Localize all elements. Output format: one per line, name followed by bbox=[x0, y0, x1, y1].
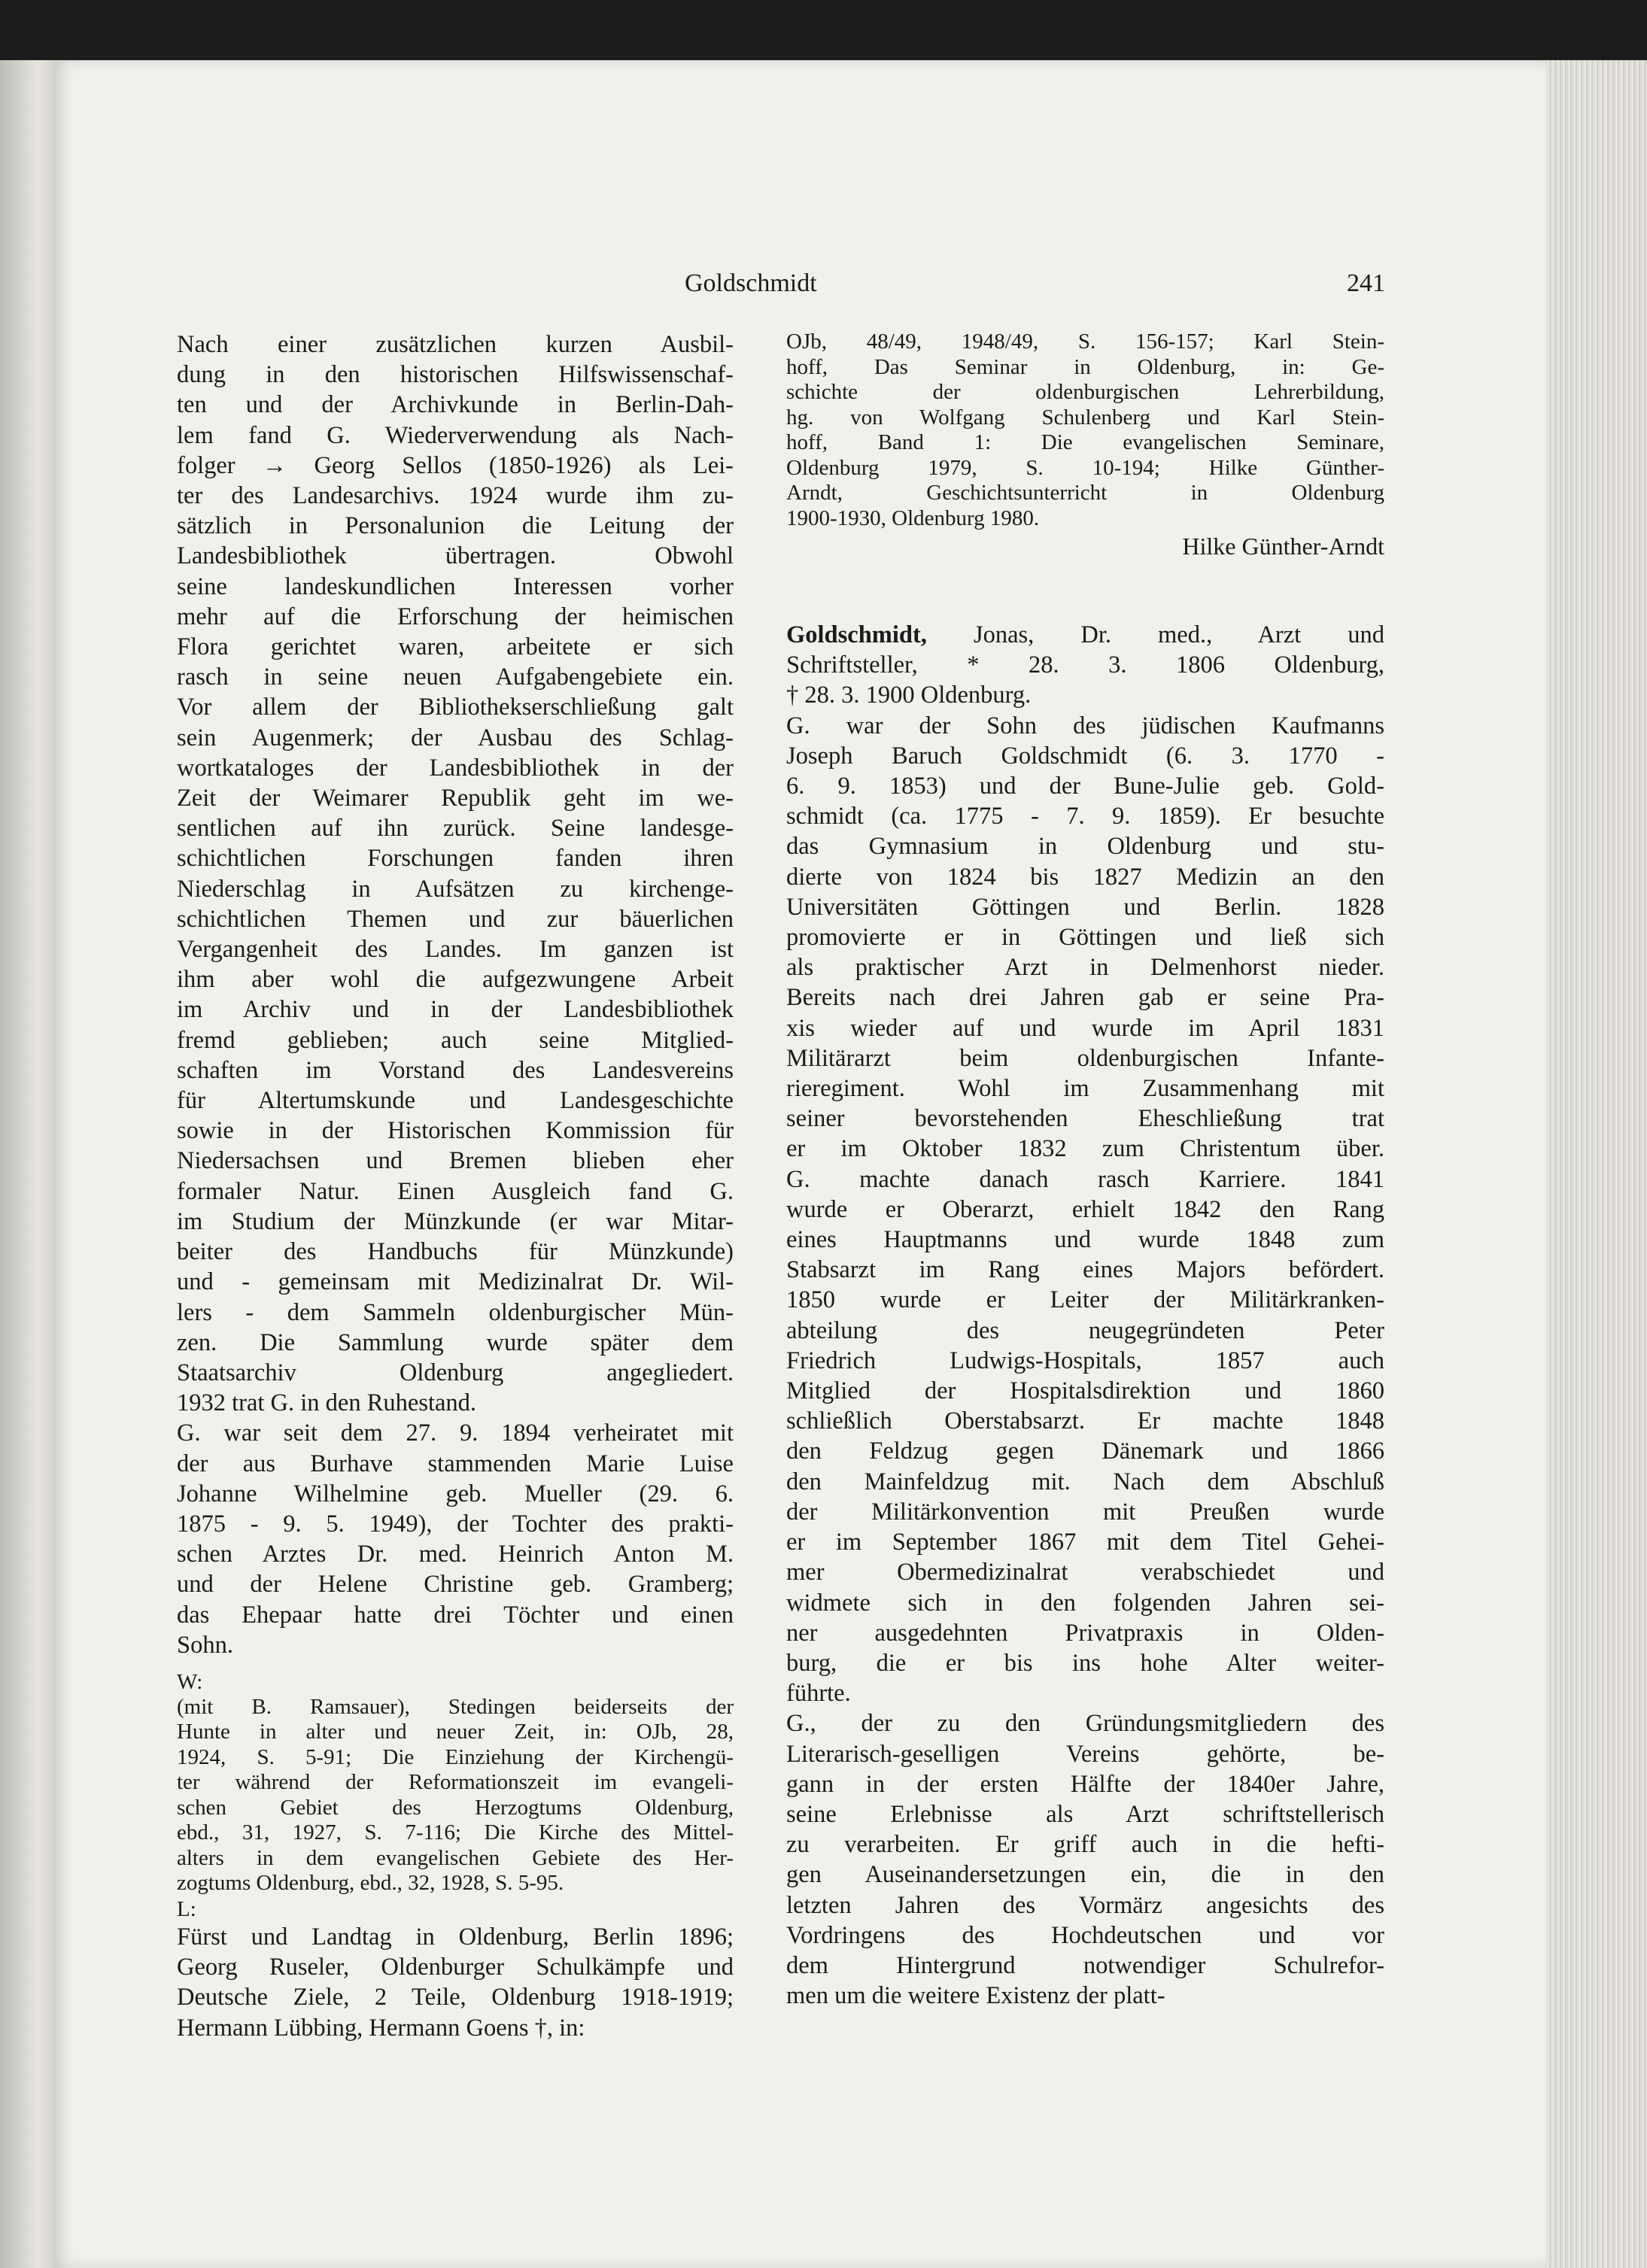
right-paragraph-2-line: gann in der ersten Hälfte der 1840er Jahre, bbox=[786, 1770, 1384, 1798]
left-paragraph-1-line: Niedersachsen und Bremen blieben eher bbox=[177, 1147, 734, 1175]
references-line: hg. von Wolfgang Schulenberg und Karl Stein- bbox=[786, 405, 1384, 430]
references-line: schichte der oldenburgischen Lehrerbildung, bbox=[786, 380, 1384, 404]
left-paragraph-2-line: Sohn. bbox=[177, 1631, 233, 1659]
right-paragraph-1-line: 1850 wurde er Leiter der Militärkranken- bbox=[786, 1286, 1384, 1314]
left-paragraph-1-line: im Archiv und in der Landesbibliothek bbox=[177, 996, 734, 1024]
right-paragraph-1-line: seiner bevorstehenden Eheschließung trat bbox=[786, 1105, 1384, 1133]
right-paragraph-1-line: dierte von 1824 bis 1827 Medizin an den bbox=[786, 863, 1384, 891]
left-paragraph-1 bbox=[177, 329, 734, 1418]
right-paragraph-1-line: Friedrich Ludwigs-Hospitals, 1857 auch bbox=[786, 1347, 1384, 1374]
page-block-edges bbox=[1546, 60, 1647, 2268]
right-paragraph-1-line: Mitglied der Hospitalsdirektion und 1860 bbox=[786, 1377, 1384, 1405]
left-paragraph-1-line: Zeit der Weimarer Republik geht im we- bbox=[177, 785, 734, 812]
right-paragraph-1-line: promovierte er in Göttingen und ließ sich bbox=[786, 924, 1384, 952]
left-paragraph-1-line: seine landeskundlichen Interessen vorher bbox=[177, 572, 734, 600]
references-line: 1900-1930, Oldenburg 1980. bbox=[786, 506, 1040, 530]
left-paragraph-1-line: fremd geblieben; auch seine Mitglied- bbox=[177, 1026, 734, 1054]
literature-line: Hermann Lübbing, Hermann Goens †, in: bbox=[177, 2014, 585, 2042]
left-paragraph-1-line: lem fand G. Wiederverwendung als Nach- bbox=[177, 421, 734, 449]
works-line: ebd., 31, 1927, S. 7-116; Die Kirche des Mittel- bbox=[177, 1820, 734, 1845]
right-paragraph-1-line: eines Hauptmanns und wurde 1848 zum bbox=[786, 1226, 1384, 1254]
literature-list bbox=[177, 1922, 734, 2043]
left-paragraph-1-line: formaler Natur. Einen Ausgleich fand G. bbox=[177, 1177, 734, 1205]
references-continued bbox=[786, 329, 1384, 531]
references-line: OJb, 48/49, 1948/49, S. 156-157; Karl Stein- bbox=[786, 329, 1384, 354]
literature-line: Fürst und Landtag in Oldenburg, Berlin 1896; bbox=[177, 1923, 734, 1951]
left-paragraph-1-line: sentlichen auf ihn zurück. Seine landesge- bbox=[177, 815, 734, 843]
left-paragraph-1-line: schaften im Vorstand des Landesvereins bbox=[177, 1056, 734, 1084]
works-line: 1924, S. 5-91; Die Einziehung der Kirchengü- bbox=[177, 1744, 734, 1769]
left-paragraph-1-line: und - gemeinsam mit Medizinalrat Dr. Wil- bbox=[177, 1268, 734, 1296]
works-line: zogtums Oldenburg, ebd., 32, 1928, S. 5-95. bbox=[177, 1871, 564, 1896]
left-paragraph-1-line: sätzlich in Personalunion die Leitung der bbox=[177, 512, 734, 540]
right-paragraph-1-line: abteilung des neugegründeten Peter bbox=[786, 1316, 1384, 1344]
right-paragraph-2-line: G., der zu den Gründungsmitgliedern des bbox=[786, 1710, 1384, 1738]
right-paragraph-1-line: schmidt (ca. 1775 - 7. 9. 1859). Er besuchte bbox=[786, 803, 1384, 830]
right-paragraph-1-line: er im September 1867 mit dem Titel Gehei- bbox=[786, 1529, 1384, 1556]
entry-heading-line: † 28. 3. 1900 Oldenburg. bbox=[786, 682, 1032, 709]
right-paragraph-1-line: er im Oktober 1832 zum Christentum über. bbox=[786, 1135, 1384, 1163]
left-paragraph-1-line: Vergangenheit des Landes. Im ganzen ist bbox=[177, 936, 734, 964]
right-paragraph-2-line: gen Auseinandersetzungen ein, die in den bbox=[786, 1861, 1384, 1889]
literature-line: Georg Ruseler, Oldenburger Schulkämpfe und bbox=[177, 1954, 734, 1981]
right-paragraph-1-line: widmete sich in den folgenden Jahren sei- bbox=[786, 1589, 1384, 1617]
right-paragraph-2-line: dem Hintergrund notwendiger Schulrefor- bbox=[786, 1951, 1384, 1979]
right-paragraph-2-line: letzten Jahren des Vormärz angesichts des bbox=[786, 1891, 1384, 1919]
running-head: Goldschmidt bbox=[685, 269, 817, 297]
entry-heading-line bbox=[786, 620, 1384, 650]
right-paragraph-1-line: xis wieder auf und wurde im April 1831 bbox=[786, 1014, 1384, 1042]
right-paragraph-2-line: seine Erlebnisse als Arzt schriftstellerisch bbox=[786, 1800, 1384, 1828]
entry-heading-line: Schriftsteller, * 28. 3. 1806 Oldenburg, bbox=[786, 651, 1384, 679]
left-paragraph-2-line: und der Helene Christine geb. Gramberg; bbox=[177, 1571, 734, 1599]
right-paragraph-1-line: Militärarzt beim oldenburgischen Infante- bbox=[786, 1044, 1384, 1072]
entry-heading bbox=[786, 620, 1384, 711]
page-header bbox=[53, 269, 1546, 307]
left-paragraph-1-line: beiter des Handbuchs für Münzkunde) bbox=[177, 1238, 734, 1266]
left-paragraph-1-line: für Altertumskunde und Landesgeschichte bbox=[177, 1087, 734, 1115]
right-paragraph-1-line: Stabsarzt im Rang eines Majors befördert. bbox=[786, 1256, 1384, 1284]
entry-heading-text: Jonas, Dr. med., Arzt und bbox=[926, 621, 1384, 648]
right-paragraph-1-line: der Militärkonvention mit Preußen wurde bbox=[786, 1498, 1384, 1526]
right-paragraph-1 bbox=[786, 711, 1384, 1709]
left-paragraph-1-line: schichtlichen Forschungen fanden ihren bbox=[177, 845, 734, 873]
right-paragraph-2-line: Literarisch-geselligen Vereins gehörte, be- bbox=[786, 1740, 1384, 1768]
right-paragraph-2-line: men um die weitere Existenz der platt- bbox=[786, 1982, 1165, 2010]
right-paragraph-1-line: mer Obermedizinalrat verabschiedet und bbox=[786, 1559, 1384, 1586]
left-paragraph-1-line: Vor allem der Bibliothekserschließung galt bbox=[177, 694, 734, 721]
right-paragraph-1-line: als praktischer Arzt in Delmenhorst nieder. bbox=[786, 954, 1384, 982]
works-line: ter während der Reformationszeit im evangeli- bbox=[177, 1770, 734, 1795]
works-label: W: bbox=[177, 1669, 203, 1694]
works-line: alters in dem evangelischen Gebiete des Her- bbox=[177, 1845, 734, 1870]
works-line: schen Gebiet des Herzogtums Oldenburg, bbox=[177, 1795, 734, 1820]
references-line: Arndt, Geschichtsunterricht in Oldenburg bbox=[786, 481, 1384, 505]
right-paragraph-1-line: rieregiment. Wohl im Zusammenhang mit bbox=[786, 1075, 1384, 1103]
left-paragraph-1-line: ihm aber wohl die aufgezwungene Arbeit bbox=[177, 966, 734, 994]
left-paragraph-1-line: rasch in seine neuen Aufgabengebiete ein. bbox=[177, 663, 734, 691]
left-paragraph-2-line: Johanne Wilhelmine geb. Mueller (29. 6. bbox=[177, 1480, 734, 1507]
right-paragraph-1-line: G. war der Sohn des jüdischen Kaufmanns bbox=[786, 712, 1384, 739]
right-paragraph-1-line: Universitäten Göttingen und Berlin. 1828 bbox=[786, 893, 1384, 921]
left-paragraph-2 bbox=[177, 1418, 734, 1660]
left-paragraph-2-line: das Ehepaar hatte drei Töchter und einen bbox=[177, 1601, 734, 1629]
left-paragraph-1-line: mehr auf die Erforschung der heimischen bbox=[177, 603, 734, 630]
right-paragraph-1-line: Bereits nach drei Jahren gab er seine Pra- bbox=[786, 984, 1384, 1012]
left-paragraph-1-line: sowie in der Historischen Kommission für bbox=[177, 1117, 734, 1145]
literature-line: Deutsche Ziele, 2 Teile, Oldenburg 1918-1919; bbox=[177, 1984, 734, 2011]
right-paragraph-2-line: Vordringens des Hochdeutschen und vor bbox=[786, 1921, 1384, 1949]
left-page-edge bbox=[0, 60, 53, 2268]
page-number: 241 bbox=[1347, 269, 1385, 297]
right-paragraph-1-line: wurde er Oberarzt, erhielt 1842 den Rang bbox=[786, 1195, 1384, 1223]
left-paragraph-1-line: ten und der Archivkunde in Berlin-Dah- bbox=[177, 391, 734, 419]
right-paragraph-1-line: führte. bbox=[786, 1680, 851, 1708]
works-line: (mit B. Ramsauer), Stedingen beiderseits der bbox=[177, 1694, 734, 1719]
works-list bbox=[177, 1695, 734, 1896]
left-paragraph-1-line: Staatsarchiv Oldenburg angegliedert. bbox=[177, 1359, 734, 1386]
right-paragraph-1-line: den Feldzug gegen Dänemark und 1866 bbox=[786, 1438, 1384, 1465]
references-line: hoff, Band 1: Die evangelischen Seminare, bbox=[786, 430, 1384, 454]
left-paragraph-2-line: 1875 - 9. 5. 1949), der Tochter des prakti- bbox=[177, 1510, 734, 1538]
left-column bbox=[177, 329, 734, 2043]
right-paragraph-1-line: Joseph Baruch Goldschmidt (6. 3. 1770 - bbox=[786, 742, 1384, 770]
right-paragraph-1-line: den Mainfeldzug mit. Nach dem Abschluß bbox=[786, 1468, 1384, 1495]
right-paragraph-1-line: 6. 9. 1853) und der Bune-Julie geb. Gold- bbox=[786, 773, 1384, 800]
left-paragraph-2-line: schen Arztes Dr. med. Heinrich Anton M. bbox=[177, 1541, 734, 1568]
left-paragraph-1-line: sein Augenmerk; der Ausbau des Schlag- bbox=[177, 724, 734, 751]
entry-name: Goldschmidt, bbox=[786, 621, 927, 648]
right-column bbox=[786, 329, 1384, 2011]
right-paragraph-1-line: schließlich Oberstabsarzt. Er machte 1848 bbox=[786, 1407, 1384, 1435]
left-paragraph-1-line: lers - dem Sammeln oldenburgischer Mün- bbox=[177, 1298, 734, 1326]
author-signature: Hilke Günther-Arndt bbox=[1182, 533, 1384, 560]
left-paragraph-2-line: der aus Burhave stammenden Marie Luise bbox=[177, 1450, 734, 1477]
left-paragraph-1-line: Landesbibliothek übertragen. Obwohl bbox=[177, 542, 734, 570]
left-paragraph-1-line: dung in den historischen Hilfswissenschaf- bbox=[177, 361, 734, 389]
right-paragraph-2-line: zu verarbeiten. Er griff auch in die hefti- bbox=[786, 1831, 1384, 1859]
right-paragraph-1-line: ner ausgedehnten Privatpraxis in Olden- bbox=[786, 1619, 1384, 1647]
works-line: Hunte in alter und neuer Zeit, in: OJb, 28, bbox=[177, 1720, 734, 1744]
right-paragraph-1-line: burg, die er bis ins hohe Alter weiter- bbox=[786, 1649, 1384, 1677]
literature-label: L: bbox=[177, 1896, 196, 1921]
left-paragraph-1-line: wortkataloges der Landesbibliothek in der bbox=[177, 754, 734, 782]
left-paragraph-1-line: schichtlichen Themen und zur bäuerlichen bbox=[177, 905, 734, 933]
left-paragraph-1-line: Flora gerichtet waren, arbeitete er sich bbox=[177, 633, 734, 661]
right-paragraph-1-line: G. machte danach rasch Karriere. 1841 bbox=[786, 1165, 1384, 1193]
left-paragraph-1-line: Nach einer zusätzlichen kurzen Ausbil- bbox=[177, 331, 734, 358]
right-paragraph-2 bbox=[786, 1708, 1384, 2011]
right-paragraph-1-line: das Gymnasium in Oldenburg und stu- bbox=[786, 833, 1384, 861]
left-paragraph-2-line: G. war seit dem 27. 9. 1894 verheiratet mit bbox=[177, 1419, 734, 1447]
left-paragraph-1-line: folger → Georg Sellos (1850-1926) als Lei- bbox=[177, 451, 734, 479]
left-paragraph-1-line: 1932 trat G. in den Ruhestand. bbox=[177, 1389, 477, 1417]
left-paragraph-1-line: Niederschlag in Aufsätzen zu kirchenge- bbox=[177, 875, 734, 903]
left-paragraph-1-line: im Studium der Münzkunde (er war Mitar- bbox=[177, 1207, 734, 1235]
references-line: hoff, Das Seminar in Oldenburg, in: Ge- bbox=[786, 354, 1384, 379]
page bbox=[53, 60, 1546, 2268]
left-paragraph-1-line: zen. Die Sammlung wurde später dem bbox=[177, 1328, 734, 1356]
left-paragraph-1-line: ter des Landesarchivs. 1924 wurde ihm zu- bbox=[177, 482, 734, 510]
references-line: Oldenburg 1979, S. 10-194; Hilke Günther- bbox=[786, 455, 1384, 480]
